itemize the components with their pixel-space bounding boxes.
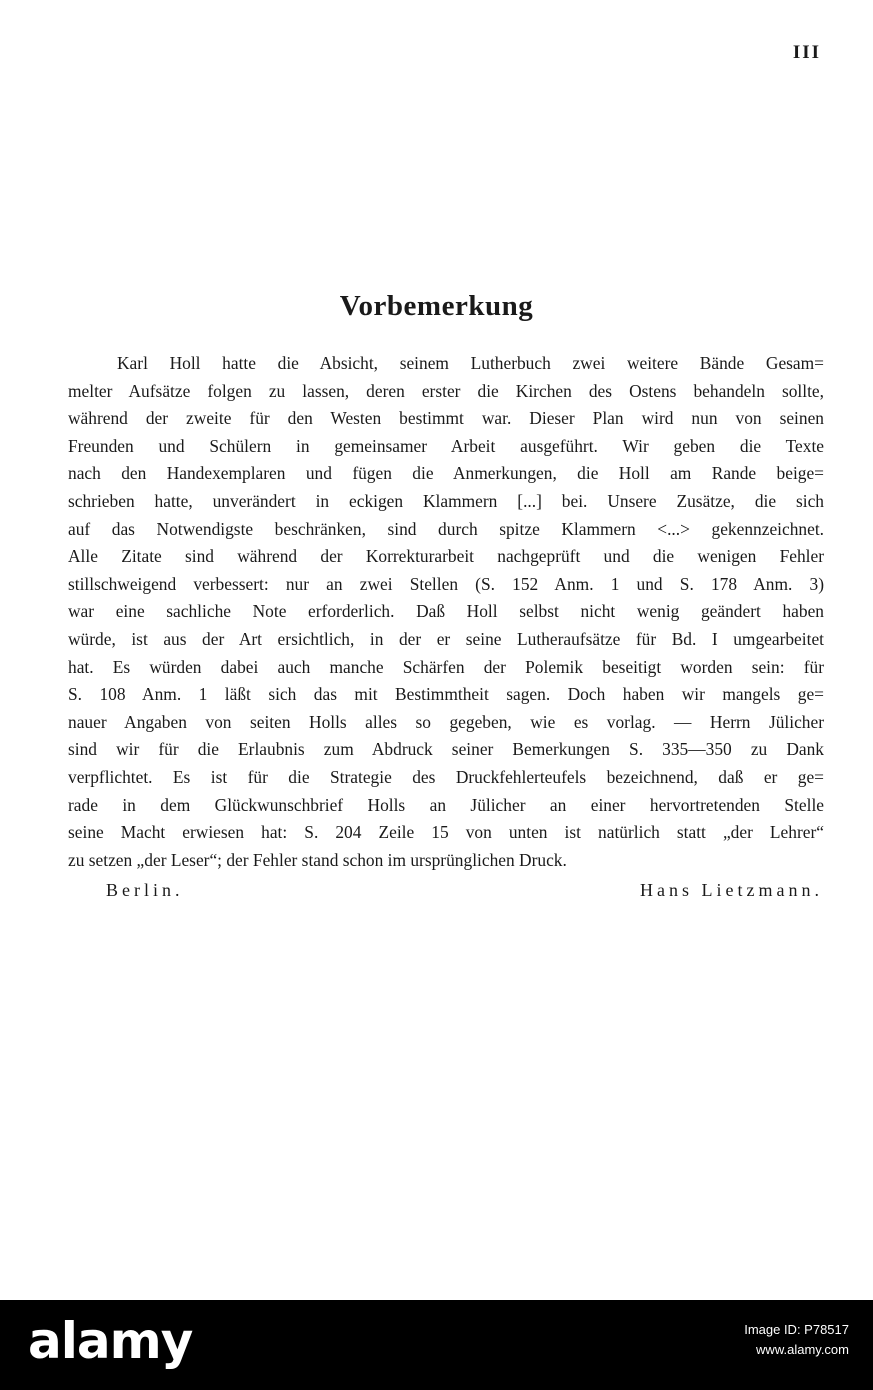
brand-logo: alamy [28, 1312, 193, 1370]
text-line: während der zweite für den Westen bestimmt war. Dieser Plan wird nun von seinen [68, 408, 824, 429]
image-id: Image ID: P78517 [744, 1322, 849, 1337]
text-line: Freunden und Schülern in gemeinsamer Arbeit ausgeführt. Wir geben die Texte [68, 435, 824, 456]
image-info [744, 1320, 849, 1360]
text-line: nach den Handexemplaren und fügen die Anmerkungen, die Holl am Rande beige= [68, 463, 824, 484]
text-line: Alle Zitate sind während der Korrekturarbeit nachgeprüft und die wenigen Fehler [68, 546, 824, 567]
watermark-bar [0, 1300, 873, 1390]
body-paragraph [68, 350, 824, 874]
place-name: Berlin. [106, 880, 184, 900]
text-line: S. 108 Anm. 1 läßt sich das mit Bestimmtheit sagen. Doch haben wir mangels ge= [68, 684, 824, 705]
site-url: www.alamy.com [756, 1342, 849, 1357]
signature-line [106, 880, 823, 901]
text-line: seine Macht erwiesen hat: S. 204 Zeile 15 von unten ist natürlich statt „der Lehrer“ [68, 822, 824, 843]
text-line: rade in dem Glückwunschbrief Holls an Jülicher an einer hervortretenden Stelle [68, 794, 824, 815]
text-line: stillschweigend verbessert: nur an zwei Stellen (S. 152 Anm. 1 und S. 178 Anm. 3) [68, 573, 824, 594]
text-line: verpflichtet. Es ist für die Strategie des Druckfehlerteufels bezeichnend, daß er ge= [68, 766, 824, 787]
text-line: nauer Angaben von seiten Holls alles so gegeben, wie es vorlag. — Herrn Jülicher [68, 711, 824, 732]
text-line: auf das Notwendigste beschränken, sind durch spitze Klammern <...> gekennzeichnet. [68, 518, 824, 539]
text-line: sind wir für die Erlaubnis zum Abdruck seiner Bemerkungen S. 335—350 zu Dank [68, 739, 824, 760]
text-line: schrieben hatte, unverändert in eckigen Klammern [...] bei. Unsere Zusätze, die sich [68, 490, 824, 511]
text-line: hat. Es würden dabei auch manche Schärfen der Polemik beseitigt worden sein: für [68, 656, 824, 677]
page-title: Vorbemerkung [339, 290, 534, 322]
text-line: war eine sachliche Note erforderlich. Daß Holl selbst nicht wenig geändert haben [68, 601, 824, 622]
text-line: Karl Holl hatte die Absicht, seinem Lutherbuch zwei weitere Bände Gesam= [117, 353, 824, 373]
text-line: würde, ist aus der Art ersichtlich, in der er seine Lutheraufsätze für Bd. I umgearbeitet [68, 628, 824, 649]
author-name: Hans Lietzmann. [640, 880, 823, 900]
page-number: III [792, 42, 821, 63]
text-line: melter Aufsätze folgen zu lassen, deren erster die Kirchen des Ostens behandeln sollte, [68, 380, 824, 401]
text-line: zu setzen „der Leser“; der Fehler stand schon im ursprünglichen Druck. [68, 849, 567, 870]
